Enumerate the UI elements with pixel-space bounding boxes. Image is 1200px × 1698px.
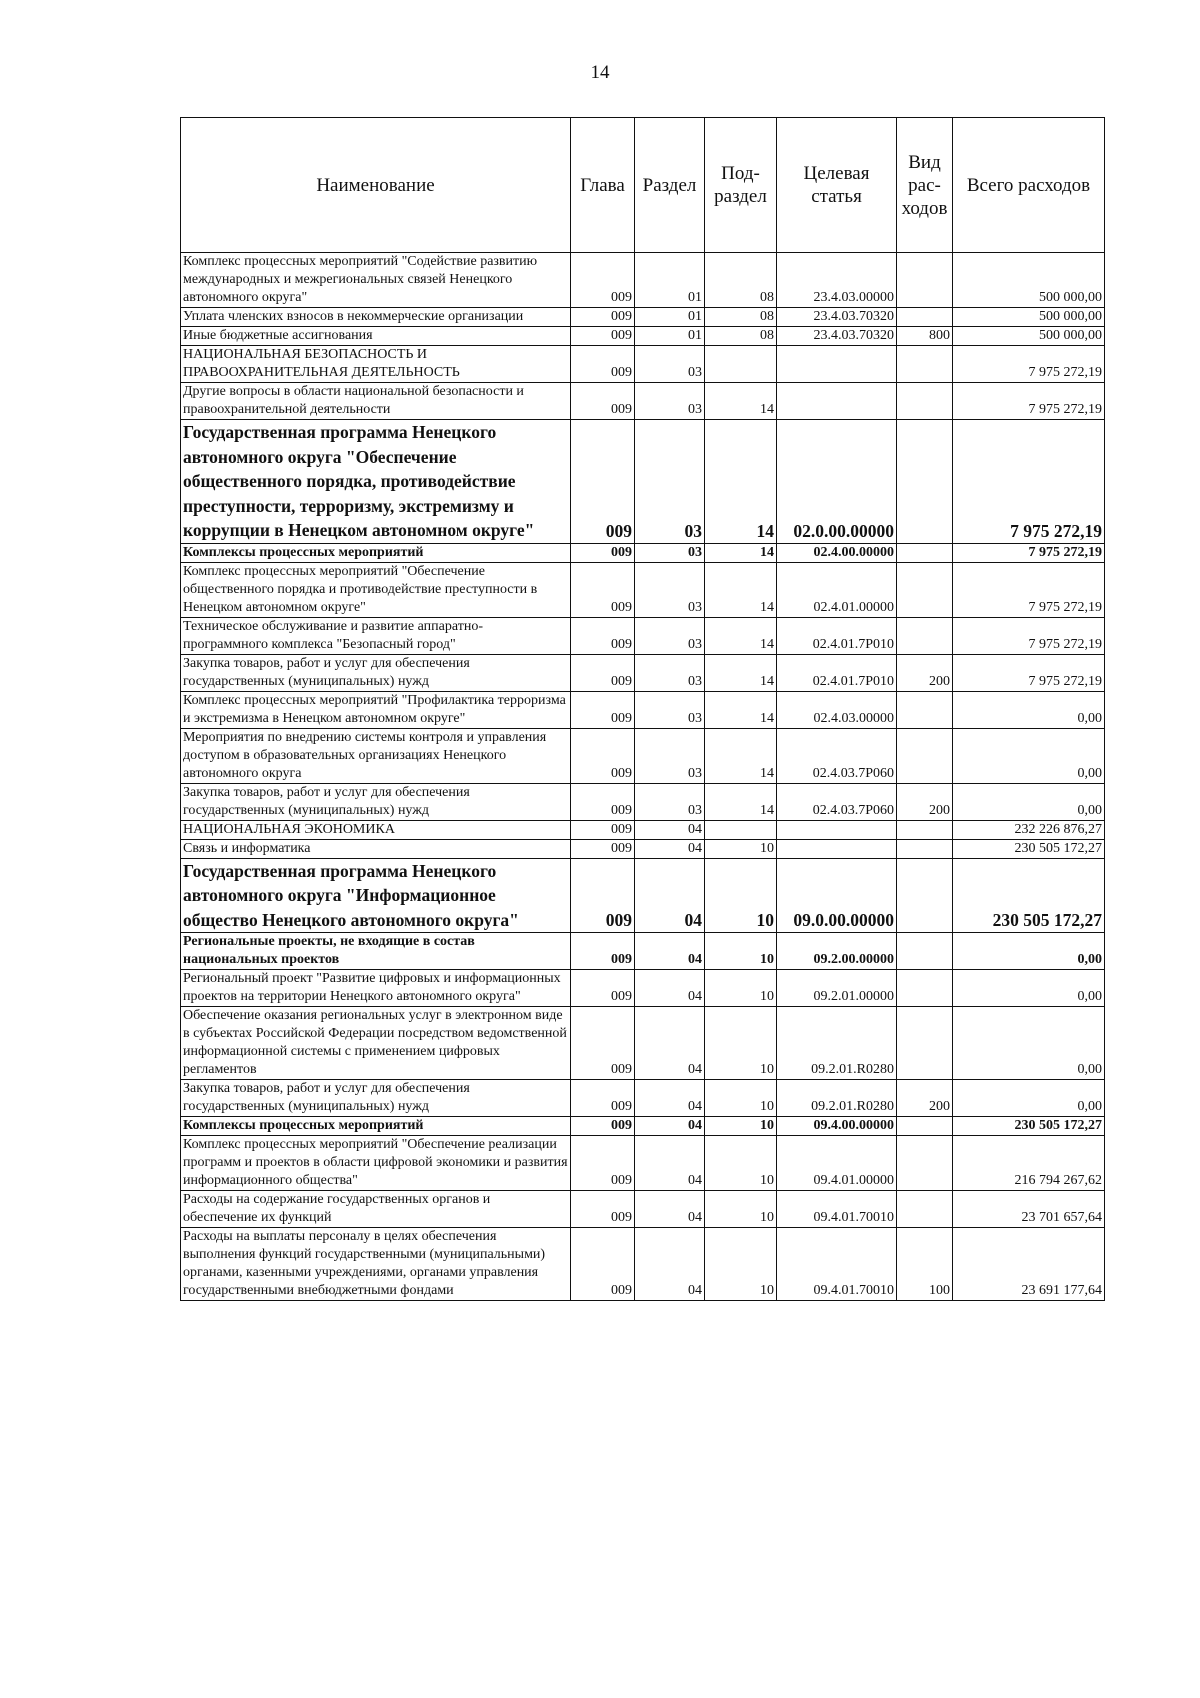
cell-chapter: 009 [571, 346, 635, 383]
table-row [181, 691, 1105, 728]
table-row [181, 654, 1105, 691]
cell-name: Расходы на выплаты персоналу в целях обеспечения выполнения функций государственными (муниципальными) органами, казенными учреждениями, органами управления государственными внебюджетными фондами [181, 1228, 571, 1301]
cell-name: Обеспечение оказания региональных услуг в электронном виде в субъектах Российской Федерации посредством ведомственной информационной системы с применением цифровых регламентов [181, 1007, 571, 1080]
cell-subsection: 10 [705, 1228, 777, 1301]
table-row [181, 346, 1105, 383]
cell-section: 03 [635, 543, 705, 562]
cell-chapter: 009 [571, 691, 635, 728]
table-row [181, 308, 1105, 327]
cell-kind [897, 839, 953, 858]
cell-section: 03 [635, 617, 705, 654]
cell-total: 500 000,00 [953, 253, 1105, 308]
cell-total: 0,00 [953, 1007, 1105, 1080]
cell-target: 02.4.00.00000 [777, 543, 897, 562]
cell-total: 7 975 272,19 [953, 562, 1105, 617]
cell-chapter: 009 [571, 970, 635, 1007]
cell-chapter: 009 [571, 562, 635, 617]
cell-chapter: 009 [571, 1136, 635, 1191]
table-row [181, 1228, 1105, 1301]
cell-target: 02.4.01.00000 [777, 562, 897, 617]
cell-total: 7 975 272,19 [953, 383, 1105, 420]
cell-kind: 800 [897, 327, 953, 346]
cell-kind [897, 308, 953, 327]
cell-name: Комплексы процессных мероприятий [181, 1117, 571, 1136]
cell-kind [897, 858, 953, 933]
cell-target: 23.4.03.00000 [777, 253, 897, 308]
cell-subsection: 10 [705, 970, 777, 1007]
table-row [181, 383, 1105, 420]
cell-subsection: 10 [705, 1080, 777, 1117]
cell-chapter: 009 [571, 308, 635, 327]
cell-chapter: 009 [571, 420, 635, 544]
cell-chapter: 009 [571, 820, 635, 839]
cell-subsection: 14 [705, 420, 777, 544]
cell-chapter: 009 [571, 617, 635, 654]
cell-section: 04 [635, 1080, 705, 1117]
cell-name: Комплекс процессных мероприятий "Обеспечение реализации программ и проектов в области цифровой экономики и развития информационного общества" [181, 1136, 571, 1191]
cell-total: 7 975 272,19 [953, 654, 1105, 691]
cell-section: 03 [635, 654, 705, 691]
cell-name: Техническое обслуживание и развитие аппаратно-программного комплекса "Безопасный город" [181, 617, 571, 654]
cell-subsection [705, 820, 777, 839]
cell-subsection: 10 [705, 1136, 777, 1191]
cell-target: 09.4.01.70010 [777, 1228, 897, 1301]
cell-chapter: 009 [571, 327, 635, 346]
cell-name: Мероприятия по внедрению системы контроля и управления доступом в образовательных организациях Ненецкого автономного округа [181, 728, 571, 783]
cell-kind [897, 728, 953, 783]
table-row [181, 1007, 1105, 1080]
cell-chapter: 009 [571, 543, 635, 562]
cell-subsection: 14 [705, 562, 777, 617]
cell-chapter: 009 [571, 783, 635, 820]
cell-name: Региональный проект "Развитие цифровых и информационных проектов на территории Ненецкого автономного округа" [181, 970, 571, 1007]
table-row [181, 1117, 1105, 1136]
cell-section: 03 [635, 728, 705, 783]
cell-name: Комплекс процессных мероприятий "Обеспечение общественного порядка и противодействие преступности в Ненецком автономном округе" [181, 562, 571, 617]
cell-total: 230 505 172,27 [953, 1117, 1105, 1136]
cell-target: 02.4.03.7Р060 [777, 728, 897, 783]
page-number: 14 [590, 62, 610, 83]
cell-section: 04 [635, 820, 705, 839]
cell-name: Государственная программа Ненецкого автономного округа "Информационное общество Ненецкого автономного округа" [181, 858, 571, 933]
cell-total: 216 794 267,62 [953, 1136, 1105, 1191]
cell-chapter: 009 [571, 839, 635, 858]
table-body [181, 253, 1105, 1301]
cell-chapter: 009 [571, 1080, 635, 1117]
cell-subsection: 10 [705, 1191, 777, 1228]
cell-target: 02.0.00.00000 [777, 420, 897, 544]
cell-section: 04 [635, 858, 705, 933]
cell-target [777, 839, 897, 858]
cell-subsection: 14 [705, 691, 777, 728]
cell-name: Комплексы процессных мероприятий [181, 543, 571, 562]
cell-section: 04 [635, 1007, 705, 1080]
cell-total: 7 975 272,19 [953, 543, 1105, 562]
cell-subsection: 14 [705, 654, 777, 691]
cell-name: Закупка товаров, работ и услуг для обеспечения государственных (муниципальных) нужд [181, 783, 571, 820]
table-row [181, 783, 1105, 820]
table-row [181, 1136, 1105, 1191]
table-row [181, 728, 1105, 783]
cell-total: 0,00 [953, 728, 1105, 783]
cell-kind [897, 383, 953, 420]
cell-section: 04 [635, 1191, 705, 1228]
cell-section: 03 [635, 346, 705, 383]
cell-subsection: 08 [705, 308, 777, 327]
cell-target: 02.4.01.7Р010 [777, 654, 897, 691]
cell-kind: 200 [897, 654, 953, 691]
table-row [181, 253, 1105, 308]
cell-target: 09.2.00.00000 [777, 933, 897, 970]
header-kind: Вид рас-ходов [897, 118, 953, 253]
cell-kind [897, 1117, 953, 1136]
cell-name: Связь и информатика [181, 839, 571, 858]
cell-kind [897, 617, 953, 654]
cell-section: 03 [635, 691, 705, 728]
cell-section: 04 [635, 1136, 705, 1191]
table-row [181, 839, 1105, 858]
cell-subsection [705, 346, 777, 383]
cell-name: Закупка товаров, работ и услуг для обеспечения государственных (муниципальных) нужд [181, 654, 571, 691]
cell-subsection: 08 [705, 253, 777, 308]
cell-name: Закупка товаров, работ и услуг для обеспечения государственных (муниципальных) нужд [181, 1080, 571, 1117]
cell-total: 7 975 272,19 [953, 346, 1105, 383]
cell-target: 09.0.00.00000 [777, 858, 897, 933]
cell-target: 09.2.01.00000 [777, 970, 897, 1007]
cell-kind [897, 820, 953, 839]
cell-subsection: 14 [705, 383, 777, 420]
cell-subsection: 10 [705, 858, 777, 933]
cell-subsection: 10 [705, 839, 777, 858]
table-row [181, 820, 1105, 839]
cell-target: 23.4.03.70320 [777, 308, 897, 327]
cell-section: 01 [635, 327, 705, 346]
cell-chapter: 009 [571, 1117, 635, 1136]
cell-chapter: 009 [571, 253, 635, 308]
cell-name: Региональные проекты, не входящие в состав национальных проектов [181, 933, 571, 970]
cell-chapter: 009 [571, 1228, 635, 1301]
cell-kind [897, 970, 953, 1007]
cell-total: 0,00 [953, 783, 1105, 820]
cell-section: 04 [635, 1228, 705, 1301]
cell-kind [897, 543, 953, 562]
cell-section: 04 [635, 933, 705, 970]
cell-chapter: 009 [571, 383, 635, 420]
table-row [181, 327, 1105, 346]
cell-chapter: 009 [571, 654, 635, 691]
cell-chapter: 009 [571, 1191, 635, 1228]
cell-kind [897, 420, 953, 544]
cell-subsection: 08 [705, 327, 777, 346]
cell-total: 0,00 [953, 691, 1105, 728]
cell-total: 23 701 657,64 [953, 1191, 1105, 1228]
table-row [181, 1191, 1105, 1228]
cell-target: 09.4.00.00000 [777, 1117, 897, 1136]
cell-section: 03 [635, 383, 705, 420]
table-row [181, 1080, 1105, 1117]
table-header-row [181, 118, 1105, 253]
cell-subsection: 14 [705, 728, 777, 783]
cell-chapter: 009 [571, 1007, 635, 1080]
cell-chapter: 009 [571, 858, 635, 933]
cell-section: 03 [635, 562, 705, 617]
cell-kind [897, 562, 953, 617]
cell-kind [897, 346, 953, 383]
header-section: Раздел [635, 118, 705, 253]
cell-kind [897, 933, 953, 970]
header-name: Наименование [181, 118, 571, 253]
cell-subsection: 14 [705, 617, 777, 654]
table-row [181, 617, 1105, 654]
cell-section: 04 [635, 839, 705, 858]
cell-section: 04 [635, 970, 705, 1007]
cell-name: Комплекс процессных мероприятий "Содействие развитию международных и межрегиональных связей Ненецкого автономного округа" [181, 253, 571, 308]
cell-target [777, 383, 897, 420]
cell-subsection: 10 [705, 1007, 777, 1080]
cell-total: 0,00 [953, 933, 1105, 970]
cell-kind: 200 [897, 1080, 953, 1117]
cell-name: Иные бюджетные ассигнования [181, 327, 571, 346]
cell-kind [897, 1136, 953, 1191]
cell-target: 09.2.01.R0280 [777, 1007, 897, 1080]
cell-subsection: 14 [705, 543, 777, 562]
cell-subsection: 10 [705, 1117, 777, 1136]
cell-total: 232 226 876,27 [953, 820, 1105, 839]
cell-target: 02.4.01.7Р010 [777, 617, 897, 654]
cell-total: 23 691 177,64 [953, 1228, 1105, 1301]
cell-kind [897, 1007, 953, 1080]
cell-target [777, 346, 897, 383]
cell-chapter: 009 [571, 728, 635, 783]
budget-table [180, 117, 1105, 1301]
cell-kind [897, 253, 953, 308]
table-row [181, 933, 1105, 970]
cell-total: 500 000,00 [953, 327, 1105, 346]
cell-total: 500 000,00 [953, 308, 1105, 327]
cell-subsection: 10 [705, 933, 777, 970]
cell-total: 0,00 [953, 970, 1105, 1007]
table-row [181, 562, 1105, 617]
cell-subsection: 14 [705, 783, 777, 820]
header-chapter: Глава [571, 118, 635, 253]
cell-name: Расходы на содержание государственных органов и обеспечение их функций [181, 1191, 571, 1228]
cell-name: Государственная программа Ненецкого автономного округа "Обеспечение общественного порядка, противодействие преступности, терроризму, экстремизму и коррупции в Ненецком автономном округе" [181, 420, 571, 544]
cell-chapter: 009 [571, 933, 635, 970]
table-row [181, 970, 1105, 1007]
cell-name: Комплекс процессных мероприятий "Профилактика терроризма и экстремизма в Ненецком автономном округе" [181, 691, 571, 728]
cell-section: 03 [635, 420, 705, 544]
header-target: Целевая статья [777, 118, 897, 253]
cell-section: 01 [635, 308, 705, 327]
header-total: Всего расходов [953, 118, 1105, 253]
cell-name: НАЦИОНАЛЬНАЯ ЭКОНОМИКА [181, 820, 571, 839]
cell-section: 03 [635, 783, 705, 820]
header-subsection: Под-раздел [705, 118, 777, 253]
cell-name: Уплата членских взносов в некоммерческие организации [181, 308, 571, 327]
cell-kind [897, 1191, 953, 1228]
cell-kind: 100 [897, 1228, 953, 1301]
cell-target: 09.2.01.R0280 [777, 1080, 897, 1117]
cell-total: 230 505 172,27 [953, 858, 1105, 933]
cell-name: Другие вопросы в области национальной безопасности и правоохранительной деятельности [181, 383, 571, 420]
cell-target: 09.4.01.70010 [777, 1191, 897, 1228]
cell-target: 02.4.03.7Р060 [777, 783, 897, 820]
table-row [181, 858, 1105, 933]
cell-total: 7 975 272,19 [953, 617, 1105, 654]
cell-section: 04 [635, 1117, 705, 1136]
cell-target: 23.4.03.70320 [777, 327, 897, 346]
cell-section: 01 [635, 253, 705, 308]
cell-target [777, 820, 897, 839]
cell-target: 09.4.01.00000 [777, 1136, 897, 1191]
table-row [181, 420, 1105, 544]
cell-total: 0,00 [953, 1080, 1105, 1117]
table-row [181, 543, 1105, 562]
cell-kind: 200 [897, 783, 953, 820]
cell-total: 230 505 172,27 [953, 839, 1105, 858]
cell-target: 02.4.03.00000 [777, 691, 897, 728]
cell-name: НАЦИОНАЛЬНАЯ БЕЗОПАСНОСТЬ И ПРАВООХРАНИТЕЛЬНАЯ ДЕЯТЕЛЬНОСТЬ [181, 346, 571, 383]
cell-kind [897, 691, 953, 728]
cell-total: 7 975 272,19 [953, 420, 1105, 544]
